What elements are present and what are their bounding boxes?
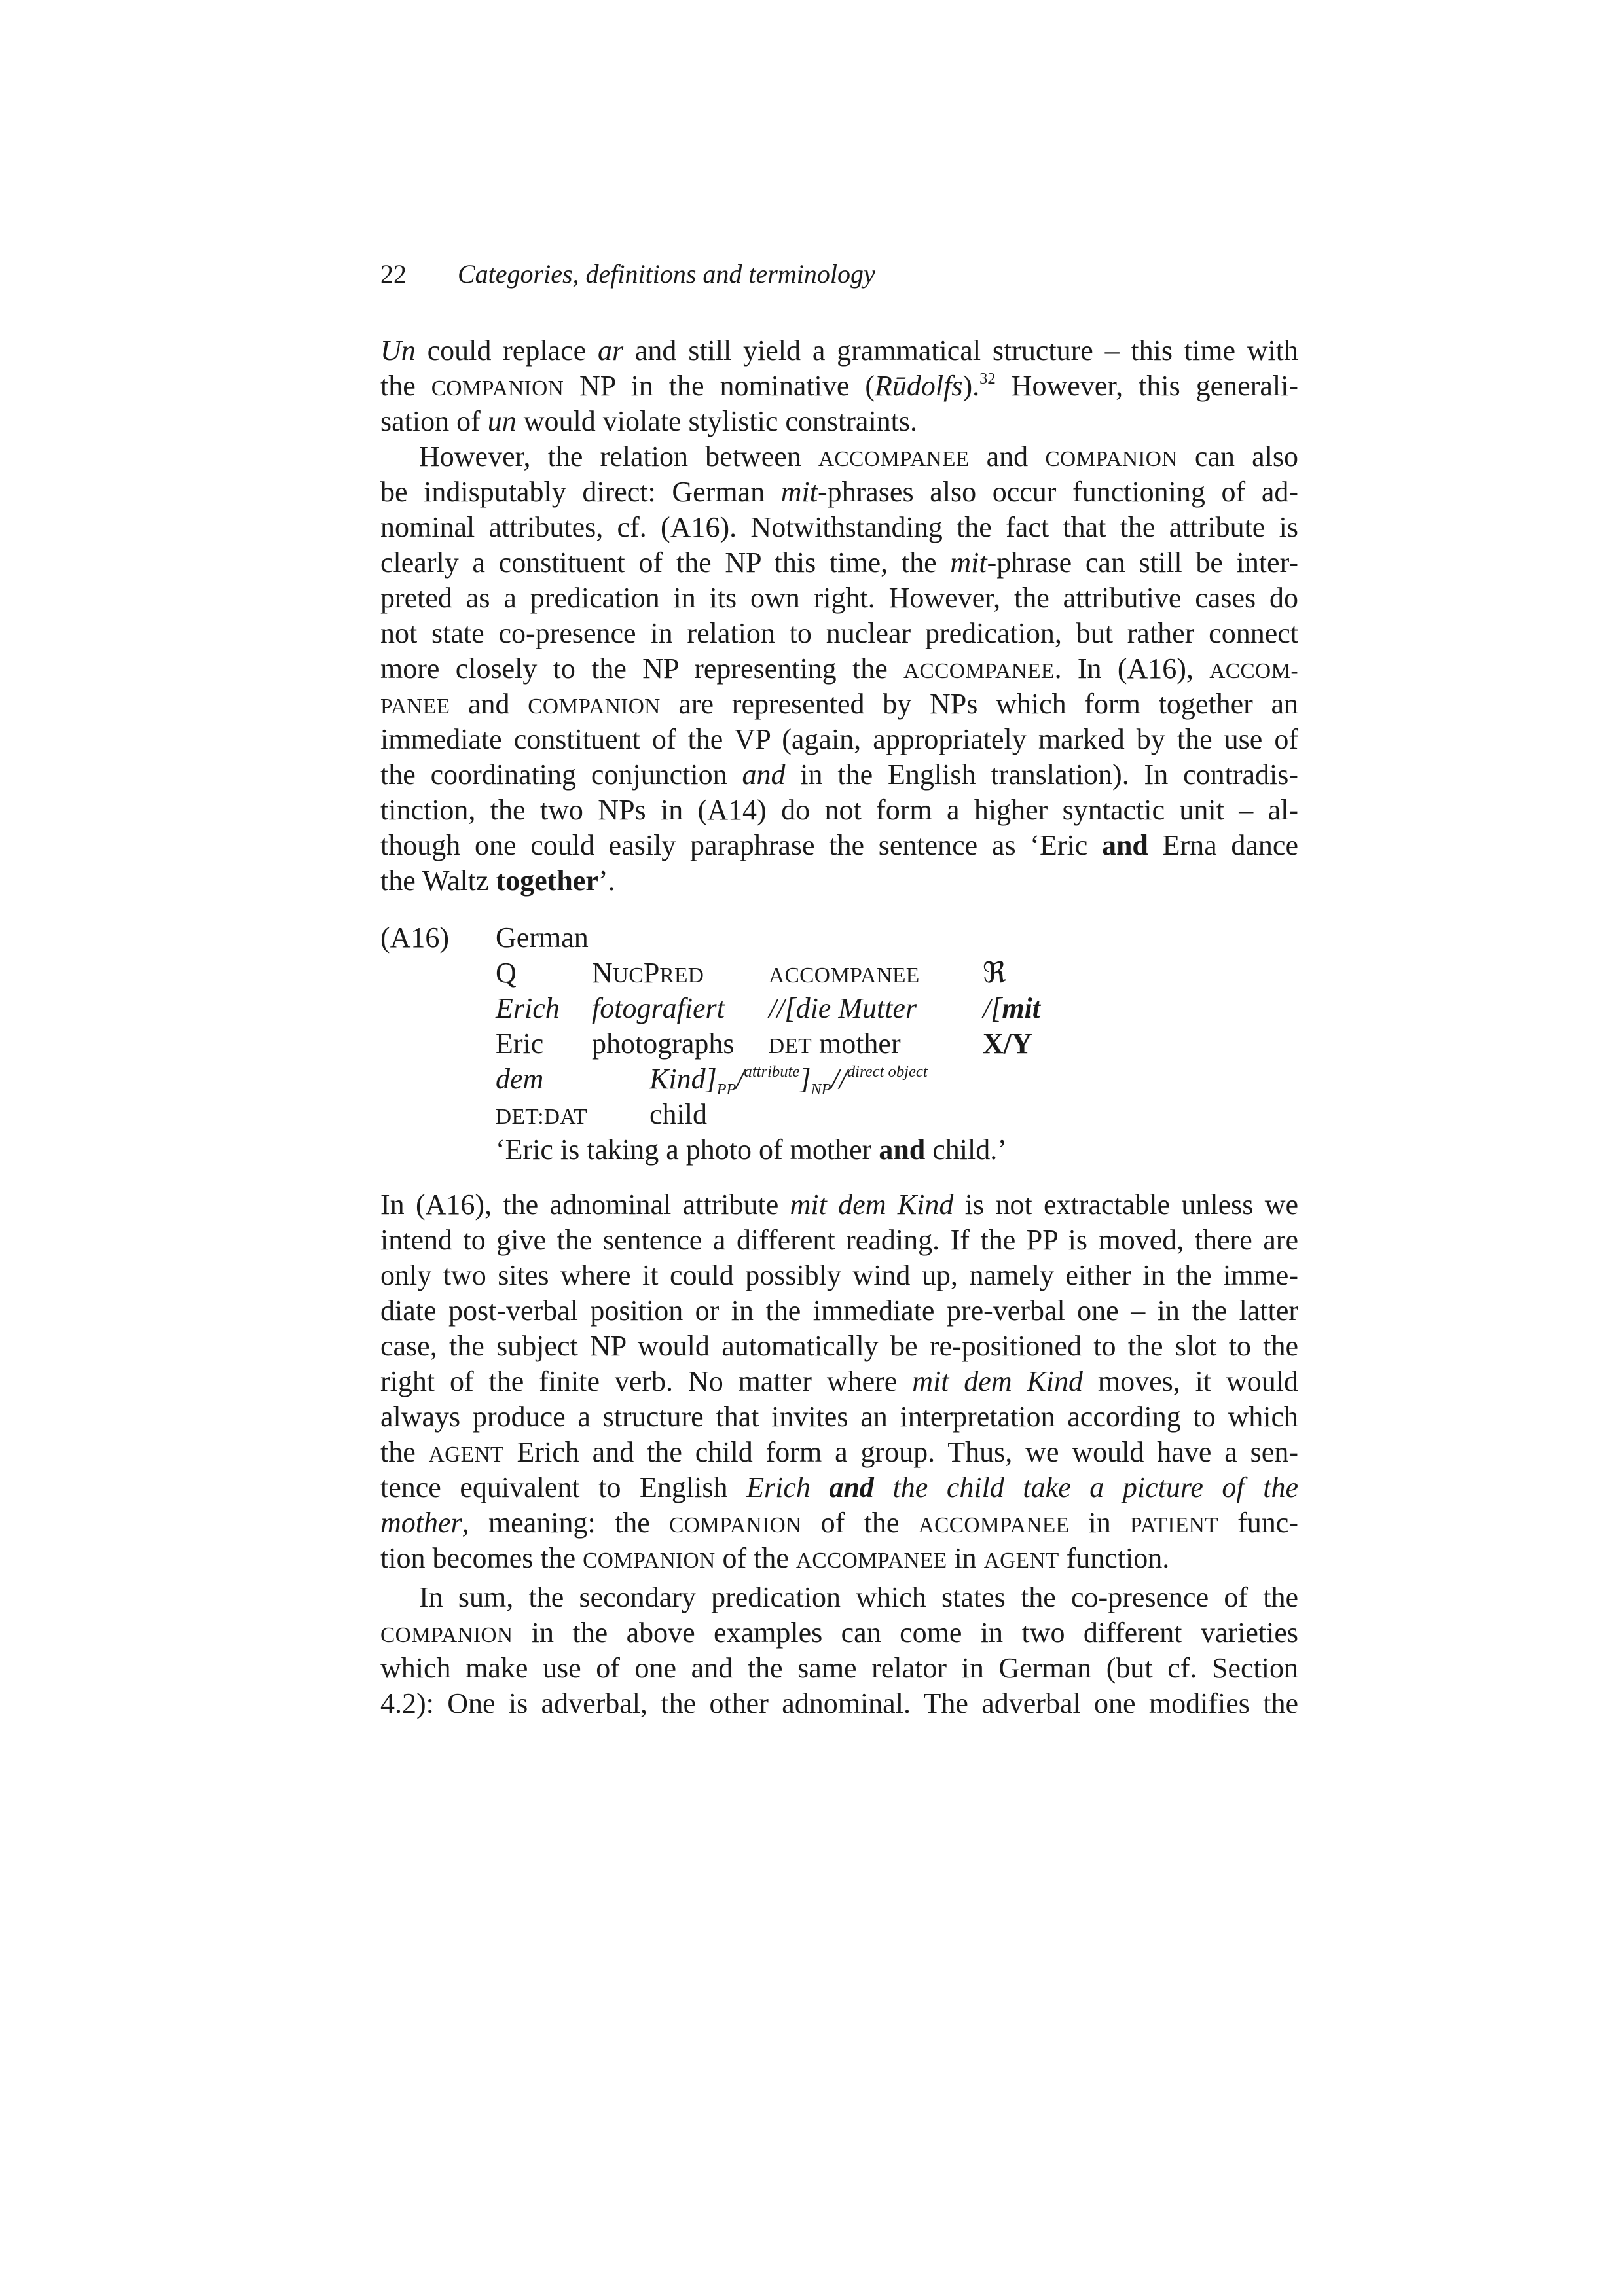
italic-run: ] bbox=[799, 1063, 811, 1095]
text-run: which make use of one and the same relator in German (but cf. Section bbox=[380, 1652, 1298, 1684]
text-line bbox=[380, 1541, 1298, 1576]
small-caps-run: PATIENT bbox=[1130, 1513, 1218, 1537]
bold-run: X/Y bbox=[983, 1028, 1032, 1060]
text-run: ℜ bbox=[983, 957, 1006, 989]
text-run: case, the subject NP would automatically be re-positioned to the slot to the bbox=[380, 1330, 1298, 1362]
text-run: , meaning: the bbox=[462, 1507, 670, 1539]
text-run: NP in the nominative ( bbox=[564, 370, 875, 402]
page-number: 22 bbox=[380, 259, 407, 289]
body-paragraph bbox=[380, 1580, 1298, 1721]
small-caps-run: ACCOM- bbox=[1209, 659, 1298, 683]
text-run: sation of bbox=[380, 405, 488, 437]
text-run: tinction, the two NPs in (A14) do not form a higher syntactic unit – al- bbox=[380, 794, 1298, 826]
text-run: N bbox=[592, 957, 613, 989]
gloss-row bbox=[380, 1062, 1298, 1097]
small-caps-run: ACCOMPANEE bbox=[795, 1549, 947, 1573]
text-line bbox=[380, 1293, 1298, 1329]
gloss-cell bbox=[496, 991, 560, 1026]
text-run: would violate stylistic constraints. bbox=[516, 405, 918, 437]
text-line bbox=[380, 757, 1298, 793]
gloss-cell bbox=[592, 1026, 735, 1062]
example-translation bbox=[496, 1132, 1007, 1168]
text-line bbox=[380, 368, 1298, 404]
italic-run: Erich bbox=[746, 1471, 830, 1503]
small-caps-run: ACCOMPANEE bbox=[769, 963, 920, 988]
small-caps-run: RED bbox=[659, 963, 704, 988]
gloss-cell bbox=[592, 991, 725, 1026]
italic-run: dem bbox=[496, 1063, 544, 1095]
text-run: Erich and the child form a group. Thus, we would have a sen- bbox=[503, 1436, 1298, 1468]
italic-run: //[die Mutter bbox=[769, 992, 917, 1024]
text-run: tion becomes the bbox=[380, 1542, 583, 1574]
text-line bbox=[380, 1329, 1298, 1364]
text-line bbox=[380, 828, 1298, 863]
text-run: in the above examples can come in two different varieties bbox=[513, 1617, 1298, 1649]
italic-run: mit bbox=[950, 547, 987, 579]
text-line bbox=[380, 616, 1298, 651]
subscript-run: PP bbox=[716, 1081, 737, 1099]
gloss-cell bbox=[496, 956, 517, 991]
small-caps-run: COMPANION bbox=[431, 376, 564, 401]
text-run: P bbox=[643, 957, 660, 989]
gloss-cell bbox=[983, 1026, 1032, 1062]
text-run: in bbox=[947, 1542, 984, 1574]
text-run: ’. bbox=[598, 865, 615, 897]
text-run: though one could easily paraphrase the sentence as ‘Eric bbox=[380, 829, 1102, 861]
text-run: the Waltz bbox=[380, 865, 496, 897]
linguistic-example bbox=[380, 920, 1298, 1168]
text-run: can also bbox=[1177, 440, 1299, 473]
text-run: are represented by NPs which form together an bbox=[660, 688, 1299, 720]
text-run: of the bbox=[715, 1542, 796, 1574]
text-run: in bbox=[1069, 1507, 1131, 1539]
small-caps-run: DET:DAT bbox=[496, 1105, 587, 1129]
text-run: more closely to the NP representing the bbox=[380, 653, 904, 685]
text-line bbox=[380, 1615, 1298, 1651]
bold-italic-run: and bbox=[829, 1471, 874, 1503]
small-caps-run: ACCOMPANEE bbox=[903, 659, 1055, 683]
gloss-cell bbox=[983, 956, 1006, 991]
text-line bbox=[380, 404, 1298, 439]
italic-run: fotografiert bbox=[592, 992, 725, 1024]
text-run: only two sites where it could possibly wind up, namely either in the imme- bbox=[380, 1259, 1298, 1291]
gloss-row bbox=[380, 956, 1298, 991]
text-run: always produce a structure that invites an interpretation according to which bbox=[380, 1401, 1298, 1433]
italic-run: // bbox=[831, 1063, 847, 1095]
running-head bbox=[380, 257, 1298, 292]
small-caps-run: COMPANION bbox=[380, 1623, 513, 1647]
gloss-cell bbox=[769, 991, 917, 1026]
text-run: -phrases also occur functioning of ad- bbox=[817, 476, 1298, 508]
text-run: However, this generali- bbox=[995, 370, 1298, 402]
text-run: In (A16), the adnominal attribute bbox=[380, 1189, 790, 1221]
small-caps-run: COMPANION bbox=[528, 694, 661, 719]
text-run: intend to give the sentence a different reading. If the PP is moved, there are bbox=[380, 1224, 1298, 1256]
text-line bbox=[380, 1258, 1298, 1293]
text-run: In sum, the secondary predication which states the co-presence of the bbox=[419, 1581, 1298, 1613]
text-run: could replace bbox=[415, 334, 598, 367]
text-line bbox=[380, 722, 1298, 757]
text-run: preted as a predication in its own right. However, the attributive cases do bbox=[380, 582, 1298, 614]
small-caps-run: COMPANION bbox=[1045, 447, 1178, 471]
text-run: . In (A16), bbox=[1054, 653, 1210, 685]
gloss-cell bbox=[496, 1097, 587, 1132]
italic-run: the child take a picture of the bbox=[873, 1471, 1298, 1503]
gloss-cell bbox=[496, 1062, 543, 1097]
text-run: be indisputably direct: German bbox=[380, 476, 781, 508]
gloss-cell bbox=[496, 1026, 543, 1062]
text-line bbox=[380, 863, 1298, 899]
text-line bbox=[380, 1651, 1298, 1686]
example-translation-row bbox=[380, 1132, 1298, 1168]
gloss-cell bbox=[769, 956, 920, 991]
text-line bbox=[380, 1364, 1298, 1399]
gloss-cell bbox=[592, 956, 704, 991]
small-caps-run: AGENT bbox=[428, 1443, 504, 1467]
text-line bbox=[380, 510, 1298, 545]
text-run: Q bbox=[496, 957, 517, 989]
gloss-cell bbox=[769, 1026, 901, 1062]
text-run: and bbox=[450, 688, 528, 720]
italic-run: mit dem Kind bbox=[790, 1189, 954, 1221]
body-paragraph bbox=[380, 1187, 1298, 1576]
text-line bbox=[380, 1435, 1298, 1470]
text-run: 4.2): One is adverbal, the other adnominal. The adverbal one modifies the bbox=[380, 1687, 1298, 1719]
text-run: not state co-presence in relation to nuclear predication, but rather connect bbox=[380, 617, 1298, 649]
italic-run: mit dem Kind bbox=[912, 1365, 1084, 1397]
gloss-cell bbox=[649, 1097, 707, 1132]
italic-run: mother bbox=[380, 1507, 462, 1539]
superscript-run: direct object bbox=[847, 1062, 928, 1081]
running-title: Categories, definitions and terminology bbox=[458, 259, 875, 289]
small-caps-run: DET bbox=[769, 1034, 812, 1058]
italic-run: /[ bbox=[983, 992, 1002, 1024]
text-run: mother bbox=[811, 1028, 901, 1060]
text-line bbox=[380, 1470, 1298, 1505]
text-run: moves, it would bbox=[1083, 1365, 1298, 1397]
gloss-cell bbox=[983, 991, 1040, 1026]
text-run: function. bbox=[1059, 1542, 1170, 1574]
italic-run: / bbox=[736, 1063, 744, 1095]
text-run: Erna dance bbox=[1148, 829, 1298, 861]
example-language: German bbox=[496, 922, 589, 954]
italic-run: ar bbox=[597, 334, 624, 367]
text-line bbox=[380, 793, 1298, 828]
gloss-row bbox=[380, 991, 1298, 1026]
text-line bbox=[380, 651, 1298, 687]
example-header-row bbox=[380, 920, 1298, 956]
text-run: photographs bbox=[592, 1028, 735, 1060]
bold-run: together bbox=[496, 865, 598, 897]
text-run: of the bbox=[801, 1507, 919, 1539]
body-paragraph bbox=[380, 333, 1298, 439]
small-caps-run: UC bbox=[612, 963, 644, 988]
bold-italic-run: mit bbox=[1002, 992, 1041, 1024]
text-run: and still yield a grammatical structure – this time with bbox=[623, 334, 1299, 367]
text-run: the bbox=[380, 370, 431, 402]
small-caps-run: ACCOMPANEE bbox=[818, 447, 970, 471]
text-line bbox=[380, 1505, 1298, 1541]
bold-run: and bbox=[1101, 829, 1148, 861]
text-run: right of the finite verb. No matter where bbox=[380, 1365, 913, 1397]
text-line bbox=[380, 475, 1298, 510]
text-run: diate post-verbal position or in the immediate pre-verbal one – in the latter bbox=[380, 1295, 1298, 1327]
text-run: Eric bbox=[496, 1028, 544, 1060]
small-caps-run: COMPANION bbox=[583, 1549, 716, 1573]
text-line bbox=[380, 1223, 1298, 1258]
superscript-run: attribute bbox=[744, 1062, 800, 1081]
text-line bbox=[380, 1399, 1298, 1435]
small-caps-run: AGENT bbox=[983, 1549, 1059, 1573]
italic-run: Erich bbox=[496, 992, 560, 1024]
text-run: in the English translation). In contradis- bbox=[785, 759, 1298, 791]
text-line bbox=[380, 545, 1298, 581]
italic-run: un bbox=[487, 405, 517, 437]
italic-run: Un bbox=[380, 334, 416, 367]
italic-run: and bbox=[742, 759, 786, 791]
text-run: the bbox=[380, 1436, 429, 1468]
small-caps-run: PANEE bbox=[380, 694, 450, 719]
text-run: ‘Eric is taking a photo of mother bbox=[496, 1134, 879, 1166]
superscript-run: 32 bbox=[979, 369, 996, 387]
text-run: nominal attributes, cf. (A16). Notwithstanding the fact that the attribute is bbox=[380, 511, 1298, 543]
text-run: ). bbox=[962, 370, 980, 402]
italic-run: mit bbox=[780, 476, 818, 508]
italic-run: Rūdolfs bbox=[875, 370, 963, 402]
text-run: clearly a constituent of the NP this time, the bbox=[380, 547, 951, 579]
gloss-row bbox=[380, 1097, 1298, 1132]
text-run: immediate constituent of the VP (again, appropriately marked by the use of bbox=[380, 723, 1298, 755]
text-line bbox=[380, 581, 1298, 616]
text-run: tence equivalent to English bbox=[380, 1471, 747, 1503]
italic-run: Kind] bbox=[649, 1063, 717, 1095]
text-run: child bbox=[649, 1098, 707, 1130]
body-paragraph bbox=[380, 439, 1298, 899]
gloss-row bbox=[380, 1026, 1298, 1062]
example-number: (A16) bbox=[380, 922, 450, 954]
text-run: is not extractable unless we bbox=[953, 1189, 1299, 1221]
text-line bbox=[380, 687, 1298, 722]
text-run: -phrase can still be inter- bbox=[987, 547, 1299, 579]
text-run: child.’ bbox=[925, 1134, 1007, 1166]
bold-run: and bbox=[879, 1134, 926, 1166]
text-run: func- bbox=[1218, 1507, 1298, 1539]
text-run: the coordinating conjunction bbox=[380, 759, 742, 791]
text-run: and bbox=[969, 440, 1046, 473]
small-caps-run: ACCOMPANEE bbox=[918, 1513, 1070, 1537]
text-line bbox=[380, 1187, 1298, 1223]
text-run: However, the relation between bbox=[419, 440, 818, 473]
text-line bbox=[380, 1580, 1298, 1615]
text-line bbox=[380, 439, 1298, 475]
text-line bbox=[380, 333, 1298, 368]
text-line bbox=[380, 1686, 1298, 1721]
subscript-run: NP bbox=[811, 1081, 831, 1099]
small-caps-run: COMPANION bbox=[669, 1513, 802, 1537]
gloss-cell bbox=[649, 1062, 928, 1097]
